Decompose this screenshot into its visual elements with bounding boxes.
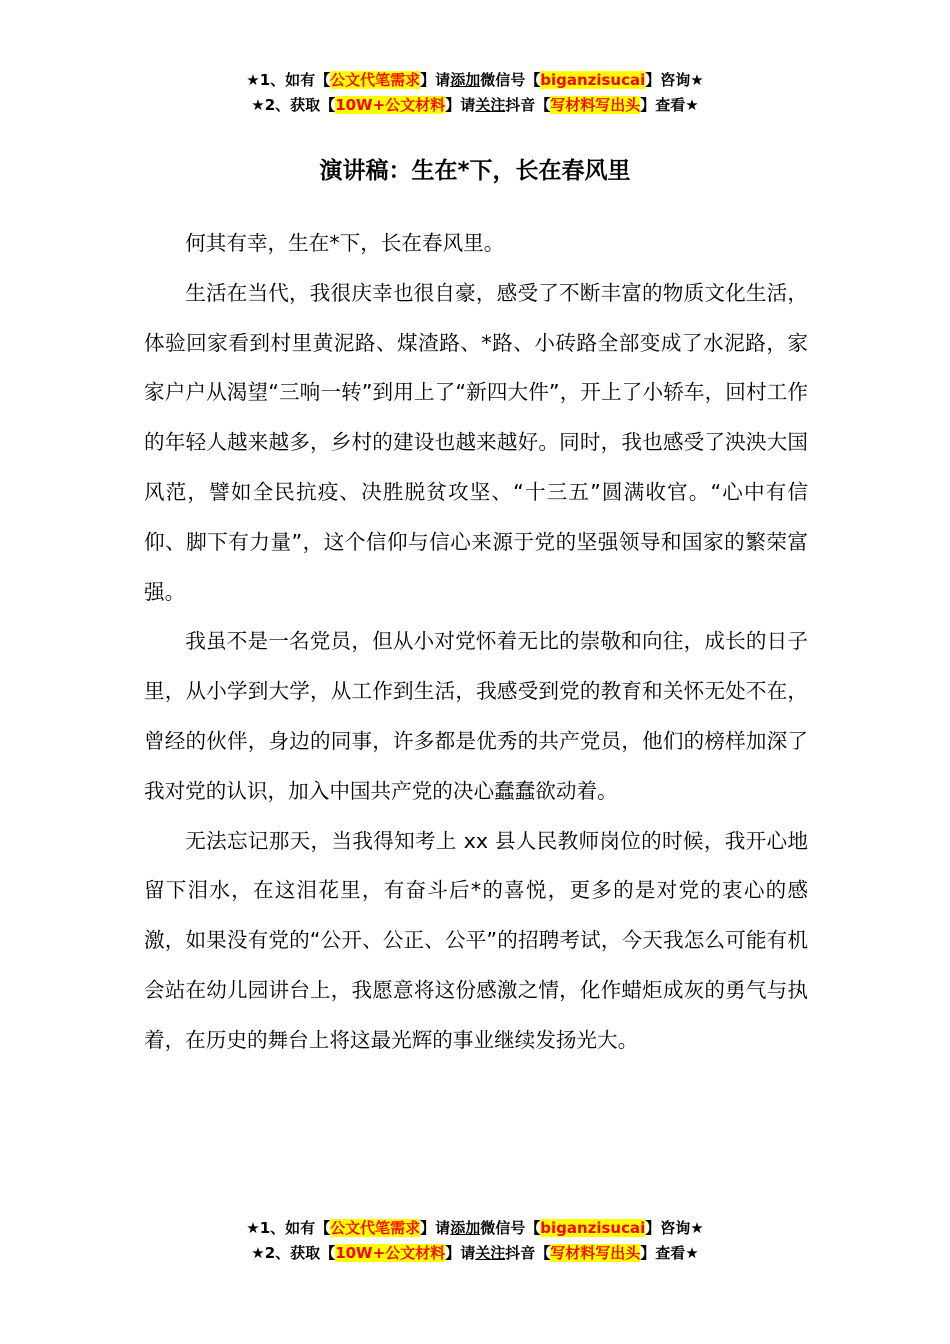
promo-underline-add: 添加 [450,71,481,89]
promo-text: 】查看★ [640,1244,699,1262]
promo-text: 】咨询★ [645,71,704,89]
header-promo-banner [0,68,950,118]
promo-text: 抖音【 [505,96,551,114]
promo-text: 微信号【 [480,71,541,89]
promo-text: 】请 [420,71,451,89]
promo-highlight-douyin: 写材料写出头 [550,1244,641,1262]
document-title: 演讲稿：生在*下，长在春风里 [319,158,631,184]
promo-line-1 [0,1216,950,1241]
promo-underline-add: 添加 [450,1219,481,1237]
promo-text: ★1、如有【 [246,1219,331,1237]
paragraph: 生活在当代，我很庆幸也很自豪，感受了不断丰富的物质文化生活，体验回家看到村里黄泥路、煤渣路、*路、小砖路全部变成了水泥路，家家户户从渴望“三响一转”到用上了“新四大件”，开上了小轿车，回村工作的年轻人越来越多，乡村的建设也越来越好。同时，我也感受了泱泱大国风范，譬如全民抗疫、决胜脱贫攻坚、“十三五”圆满收官。“心中有信仰、脚下有力量”，这个信仰与信心来源于党的坚强领导和国家的繁荣富强。 [144,280,808,604]
promo-text: ★2、获取【 [251,96,336,114]
promo-text: 抖音【 [505,1244,551,1262]
promo-underline-follow: 关注 [475,96,506,114]
promo-text: 】咨询★ [645,1219,704,1237]
promo-highlight-wechat-id: biganzisucai [540,1219,646,1237]
promo-highlight-wechat-id: biganzisucai [540,71,646,89]
promo-line-2 [0,93,950,118]
promo-text: 】查看★ [640,96,699,114]
document-body [144,219,808,1066]
promo-text: ★2、获取【 [251,1244,336,1262]
promo-underline-follow: 关注 [475,1244,506,1262]
promo-text: 】请 [445,1244,476,1262]
footer-promo-banner [0,1216,950,1266]
paragraph: 我虽不是一名党员，但从小对党怀着无比的崇敬和向往，成长的日子里，从小学到大学，从工作到生活，我感受到党的教育和关怀无处不在，曾经的伙伴，身边的同事，许多都是优秀的共产党员，他们的榜样加深了我对党的认识，加入中国共产党的决心蠢蠢欲动着。 [144,629,808,803]
promo-highlight-service: 公文代笔需求 [330,71,421,89]
promo-line-2 [0,1241,950,1266]
promo-text: 】请 [445,96,476,114]
promo-text: ★1、如有【 [246,71,331,89]
promo-highlight-douyin: 写材料写出头 [550,96,641,114]
paragraph: 无法忘记那天，当我得知考上 xx 县人民教师岗位的时候，我开心地留下泪水，在这泪花里，有奋斗后*的喜悦，更多的是对党的衷心的感激，如果没有党的“公开、公正、公平”的招聘考试，今天我怎么可能有机会站在幼儿园讲台上，我愿意将这份感激之情，化作蜡炬成灰的勇气与执着，在历史的舞台上将这最光辉的事业继续发扬光大。 [144,828,808,1052]
paragraph: 何其有幸，生在*下，长在春风里。 [185,231,505,255]
promo-text: 】请 [420,1219,451,1237]
promo-text: 微信号【 [480,1219,541,1237]
promo-highlight-materials: 10W+公文材料 [335,1244,446,1262]
promo-line-1 [0,68,950,93]
promo-highlight-service: 公文代笔需求 [330,1219,421,1237]
promo-highlight-materials: 10W+公文材料 [335,96,446,114]
